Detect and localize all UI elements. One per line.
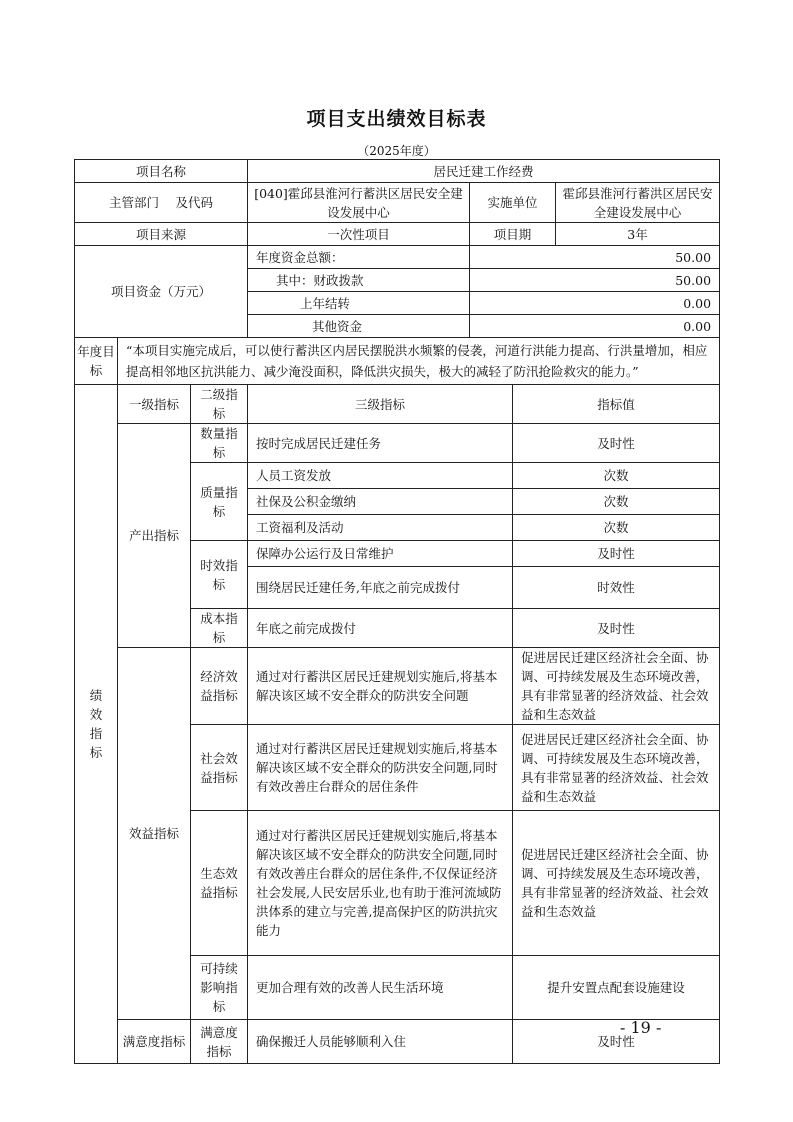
indicator-text: 更加合理有效的改善人民生活环境	[248, 956, 513, 1020]
timeliness-indicator-label: 时效指标	[191, 541, 248, 609]
fund-label: 其中：财政拨款	[248, 269, 470, 292]
indicator-value: 促进居民迁建区经济社会全面、协调、可持续发展及生态环境改善，具有非常显著的经济效益、社会效益和生态效益	[513, 725, 720, 811]
indicator-text: 通过对行蓄洪区居民迁建规划实施后,将基本解决该区域不安全群众的防洪安全问题,同时有效改善庄台群众的居住条件,不仅保证经济社会发展,人民安居乐业,也有助于淮河流域防洪体系的建立与完善,提高保护区的防洪抗灾能力	[248, 811, 513, 956]
dept-label: 主管部门 及代码	[75, 183, 248, 223]
cost-indicator-label: 成本指标	[191, 609, 248, 648]
source-value: 一次性项目	[248, 223, 470, 246]
indicator-value: 次数	[513, 515, 720, 541]
indicator-value: 及时性	[513, 609, 720, 648]
indicator-value: 及时性	[513, 424, 720, 463]
benefit-indicator-label: 效益指标	[118, 648, 191, 1020]
impl-unit-label: 实施单位	[470, 183, 556, 223]
annual-goal-label: 年度目标	[75, 338, 118, 385]
fund-label: 年度资金总额：	[248, 246, 470, 269]
header-level3: 三级指标	[248, 385, 513, 424]
indicator-text: 年底之前完成拨付	[248, 609, 513, 648]
indicator-text: 保障办公运行及日常维护	[248, 541, 513, 567]
fiscal-year: （2025年度）	[357, 144, 436, 158]
indicator-value: 促进居民迁建区经济社会全面、协调、可持续发展及生态环境改善，具有非常显著的经济效益、社会效益和生态效益	[513, 648, 720, 725]
dept-value: [040]霍邱县淮河行蓄洪区居民安全建设发展中心	[248, 183, 470, 223]
eco-indicator-label: 生态效益指标	[191, 811, 248, 956]
page-title: 项目支出绩效目标表	[306, 108, 487, 130]
header-level1: 一级指标	[118, 385, 191, 424]
header-level2: 二级指标	[191, 385, 248, 424]
period-label: 项目期	[470, 223, 556, 246]
indicator-value: 时效性	[513, 567, 720, 609]
indicator-text: 通过对行蓄洪区居民迁建规划实施后,将基本解决该区域不安全群众的防洪安全问题,同时有效改善庄台群众的居住条件	[248, 725, 513, 811]
social-indicator-label: 社会效益指标	[191, 725, 248, 811]
indicator-text: 通过对行蓄洪区居民迁建规划实施后,将基本解决该区域不安全群众的防洪安全问题	[248, 648, 513, 725]
funds-label: 项目资金（万元）	[75, 246, 248, 338]
annual-goal-text: “本项目实施完成后，可以使行蓄洪区内居民摆脱洪水频繁的侵袭，河道行洪能力提高、行洪量增加，相应提高相邻地区抗洪能力、减少淹没面积，降低洪灾损失，极大的减轻了防汛抢险救灾的能力。”	[118, 338, 720, 385]
project-name-value: 居民迁建工作经费	[248, 160, 720, 183]
performance-target-table	[74, 159, 720, 1064]
page-number: - 19 -	[620, 1018, 662, 1037]
indicator-text: 社保及公积金缴纳	[248, 489, 513, 515]
fund-value: 50.00	[470, 269, 720, 292]
quantity-indicator-label: 数量指标	[191, 424, 248, 463]
sustainability-indicator-label: 可持续影响指标	[191, 956, 248, 1020]
output-indicator-label: 产出指标	[118, 424, 191, 648]
indicator-value: 提升安置点配套设施建设	[513, 956, 720, 1020]
impl-unit-value: 霍邱县淮河行蓄洪区居民安全建设发展中心	[556, 183, 720, 223]
indicator-value: 及时性	[513, 1020, 720, 1064]
indicator-text: 按时完成居民迁建任务	[248, 424, 513, 463]
header-value: 指标值	[513, 385, 720, 424]
indicator-text: 工资福利及活动	[248, 515, 513, 541]
fund-value: 50.00	[470, 246, 720, 269]
indicator-value: 次数	[513, 463, 720, 489]
indicator-value: 促进居民迁建区经济社会全面、协调、可持续发展及生态环境改善，具有非常显著的经济效益、社会效益和生态效益	[513, 811, 720, 956]
fund-value: 0.00	[470, 315, 720, 338]
indicator-text: 确保搬迁人员能够顺利入住	[248, 1020, 513, 1064]
performance-indicator-label: 绩效指标	[75, 385, 118, 1064]
economic-indicator-label: 经济效益指标	[191, 648, 248, 725]
satisfaction-level1-label: 满意度指标	[118, 1020, 191, 1064]
indicator-value: 次数	[513, 489, 720, 515]
indicator-text: 围绕居民迁建任务,年底之前完成拨付	[248, 567, 513, 609]
project-name-label: 项目名称	[75, 160, 248, 183]
satisfaction-level2-label: 满意度指标	[191, 1020, 248, 1064]
fund-label: 其他资金	[248, 315, 470, 338]
period-value: 3年	[556, 223, 720, 246]
source-label: 项目来源	[75, 223, 248, 246]
indicator-value: 及时性	[513, 541, 720, 567]
fund-label: 上年结转	[248, 292, 470, 315]
quality-indicator-label: 质量指标	[191, 463, 248, 541]
indicator-text: 人员工资发放	[248, 463, 513, 489]
fund-value: 0.00	[470, 292, 720, 315]
